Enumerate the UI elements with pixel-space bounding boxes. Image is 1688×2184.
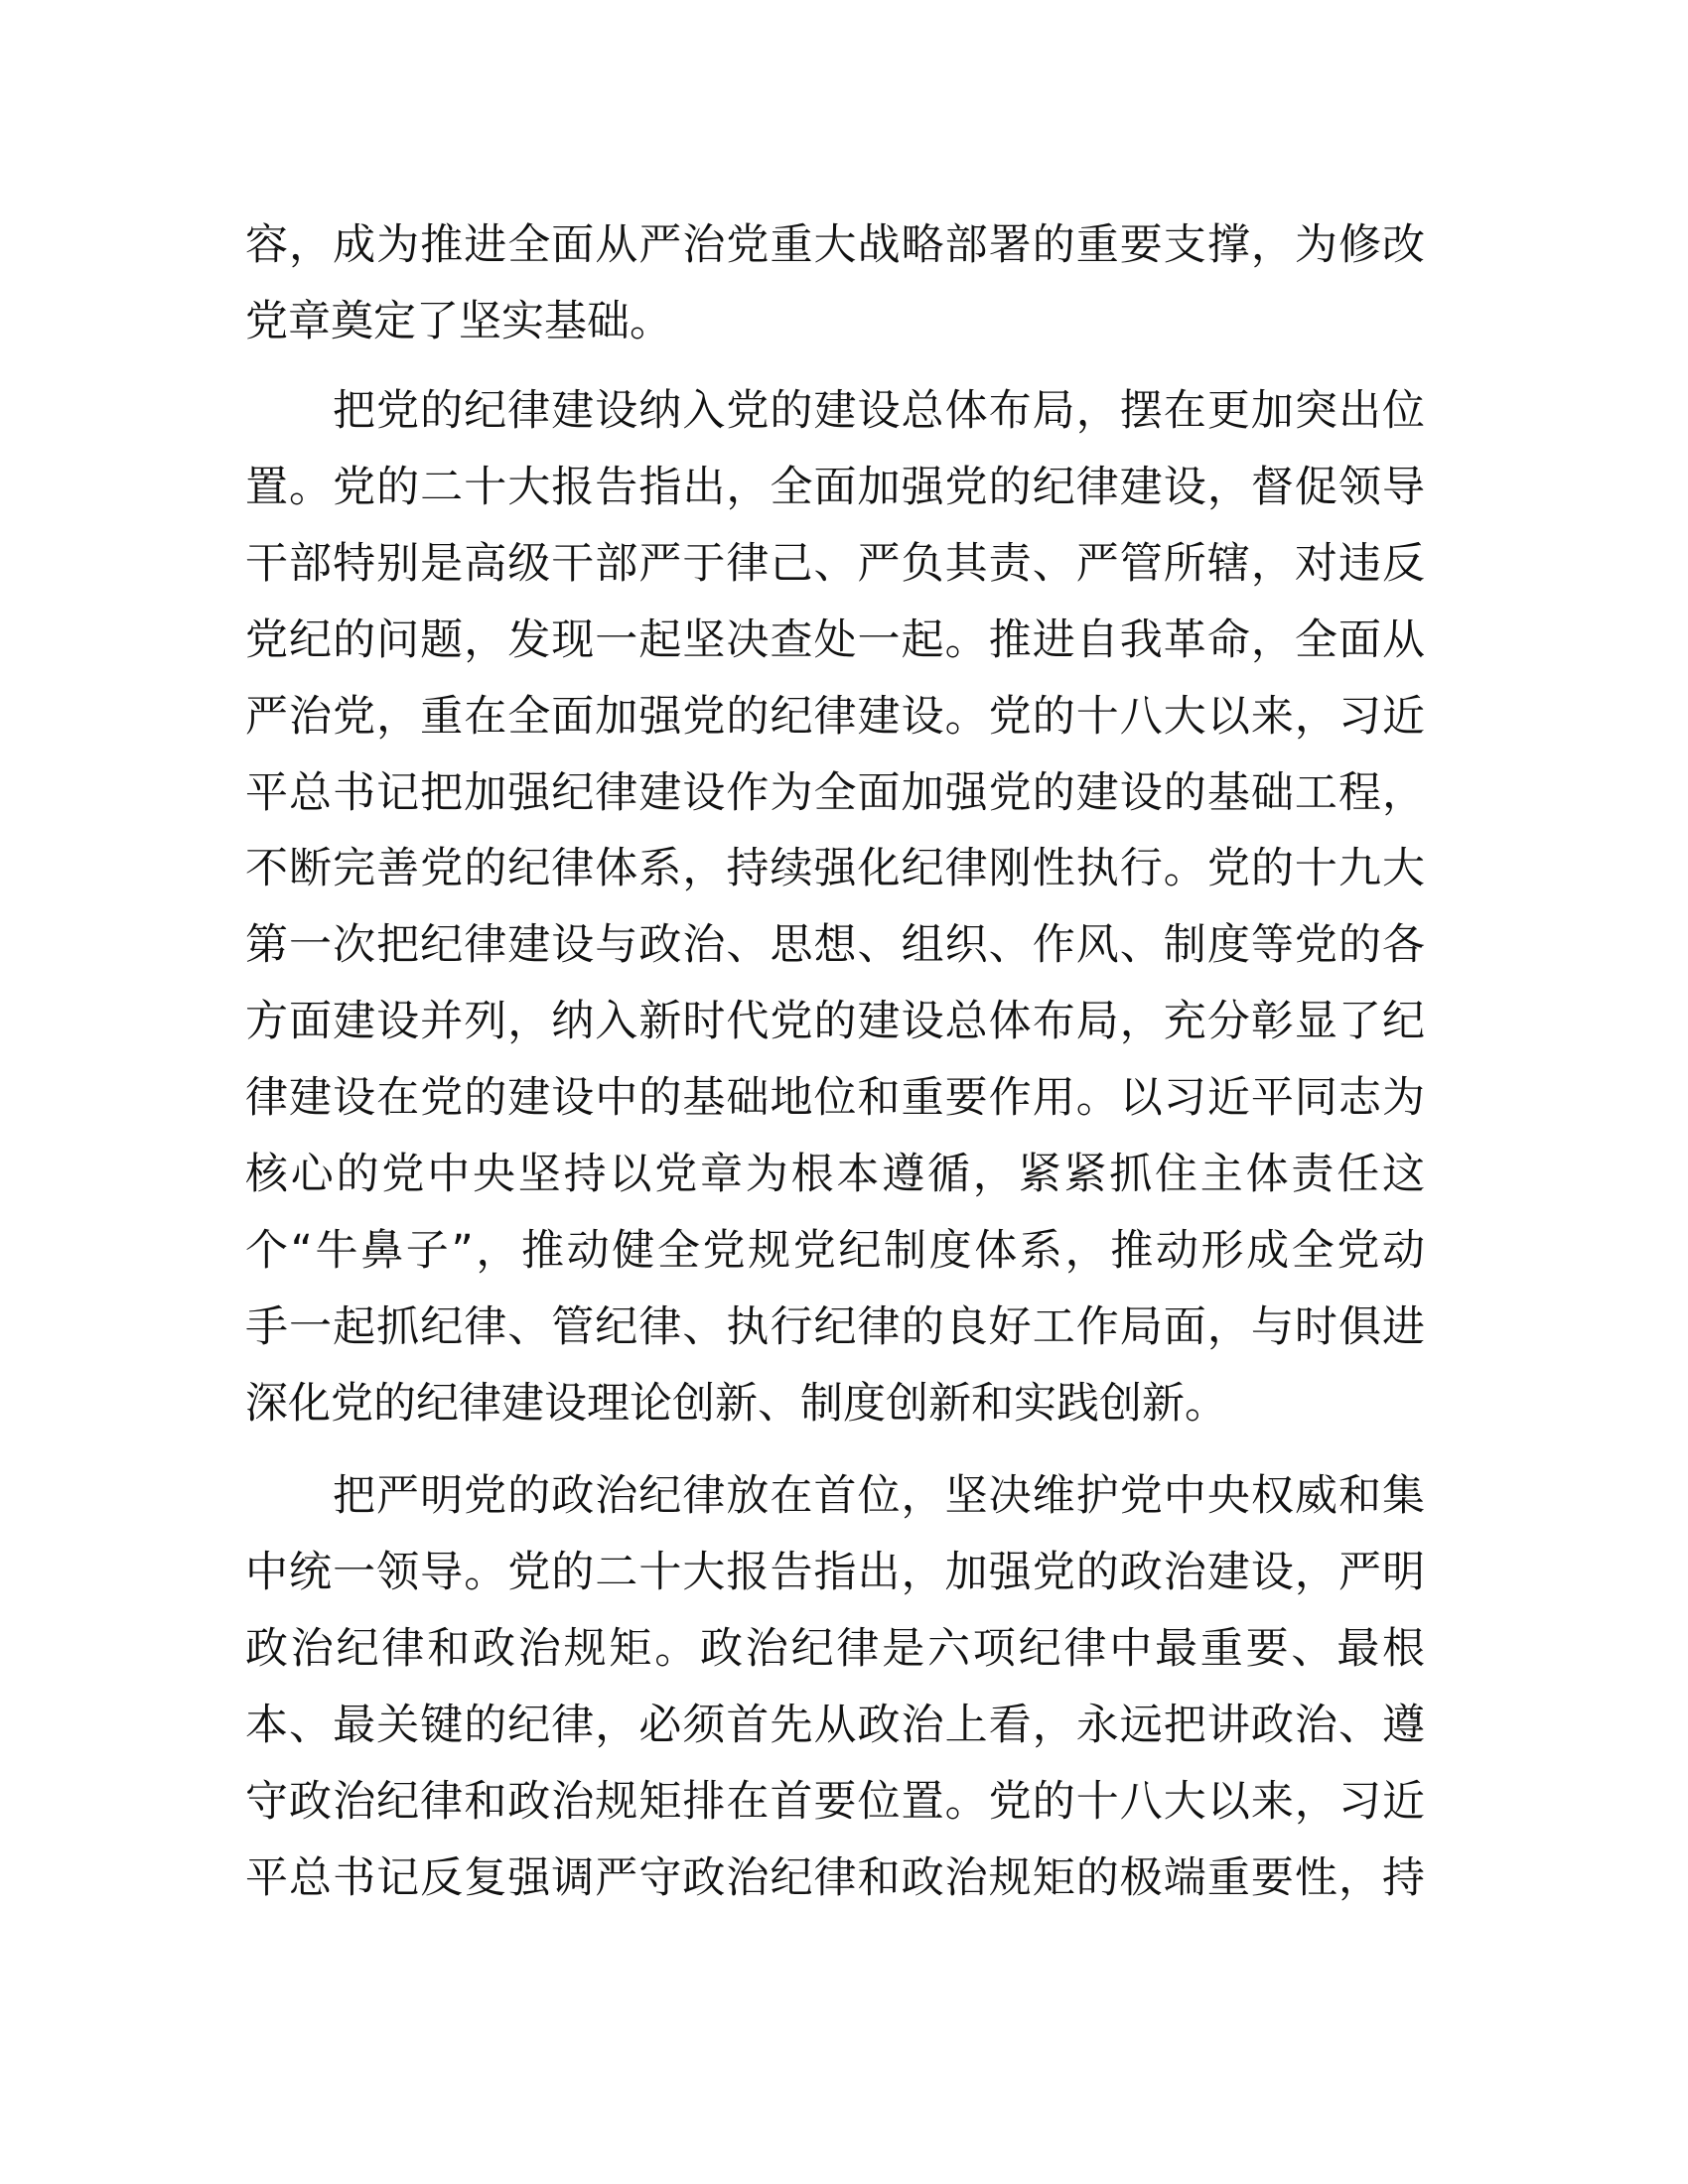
text-line: 平总书记把加强纪律建设作为全面加强党的建设的基础工程， bbox=[245, 767, 1425, 818]
text-line: 平总书记反复强调严守政治纪律和政治规矩的极端重要性，持 bbox=[245, 1852, 1425, 1903]
text-line: 政治纪律和政治规矩。政治纪律是六项纪律中最重要、最根 bbox=[245, 1623, 1425, 1674]
text-line: 律建设在党的建设中的基础地位和重要作用。以习近平同志为 bbox=[245, 1073, 1425, 1124]
text-line: 干部特别是高级干部严于律己、严负其责、严管所辖，对违反 bbox=[245, 538, 1425, 589]
text-line: 把严明党的政治纪律放在首位，坚决维护党中央权威和集 bbox=[333, 1471, 1425, 1521]
text-line: 第一次把纪律建设与政治、思想、组织、作风、制度等党的各 bbox=[245, 920, 1425, 971]
text-line: 个“牛鼻子”，推动健全党规党纪制度体系，推动形成全党动 bbox=[245, 1225, 1425, 1276]
text-line: 核心的党中央坚持以党章为根本遵循，紧紧抓住主体责任这 bbox=[245, 1150, 1425, 1199]
text-line: 置。党的二十大报告指出，全面加强党的纪律建设，督促领导 bbox=[245, 462, 1425, 512]
text-line: 严治党，重在全面加强党的纪律建设。党的十八大以来，习近 bbox=[245, 691, 1425, 742]
text-line: 本、最关键的纪律，必须首先从政治上看，永远把讲政治、遵 bbox=[245, 1700, 1425, 1750]
text-line: 不断完善党的纪律体系，持续强化纪律刚性执行。党的十九大 bbox=[245, 844, 1425, 894]
text-line: 把党的纪律建设纳入党的建设总体布局，摆在更加突出位 bbox=[333, 386, 1425, 436]
text-line: 方面建设并列，纳入新时代党的建设总体布局，充分彰显了纪 bbox=[245, 997, 1425, 1047]
text-line: 深化党的纪律建设理论创新、制度创新和实践创新。 bbox=[245, 1378, 1227, 1429]
text-line: 守政治纪律和政治规矩排在首要位置。党的十八大以来，习近 bbox=[245, 1776, 1425, 1827]
text-line: 党章奠定了坚实基础。 bbox=[245, 296, 672, 346]
text-line: 中统一领导。党的二十大报告指出，加强党的政治建设，严明 bbox=[245, 1547, 1425, 1597]
text-line: 手一起抓纪律、管纪律、执行纪律的良好工作局面，与时俱进 bbox=[245, 1301, 1425, 1352]
text-line: 容，成为推进全面从严治党重大战略部署的重要支撑，为修改 bbox=[245, 220, 1425, 270]
text-line: 党纪的问题，发现一起坚决查处一起。推进自我革命，全面从 bbox=[245, 614, 1425, 665]
